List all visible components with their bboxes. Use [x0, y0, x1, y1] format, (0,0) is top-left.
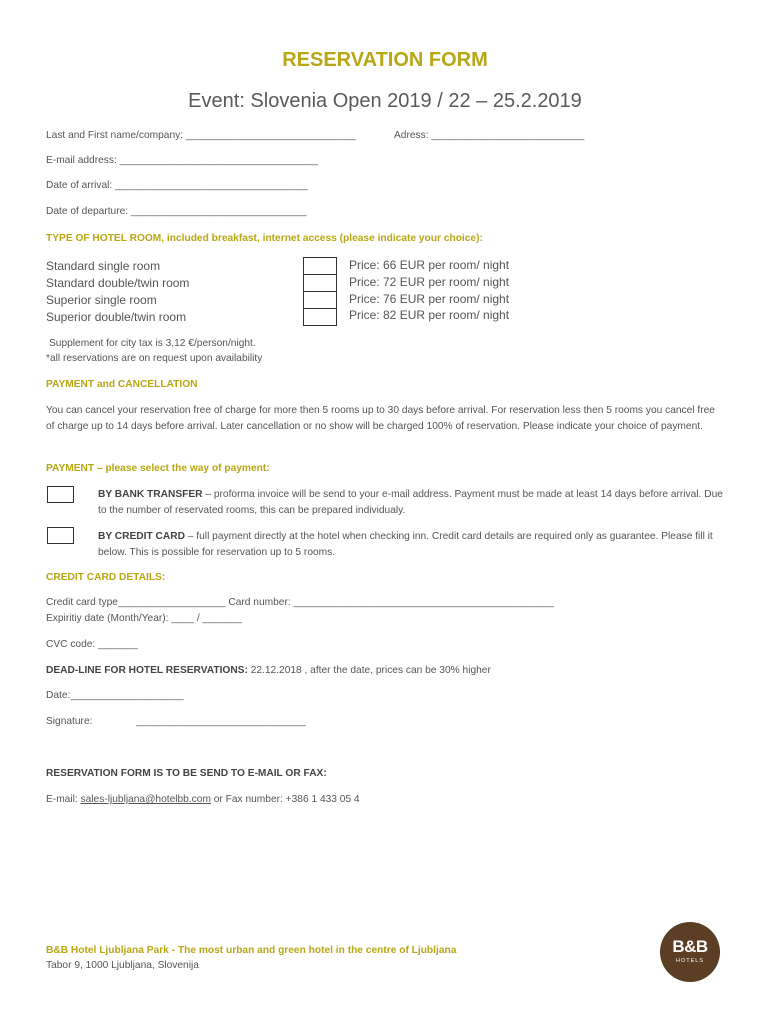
signature-field[interactable]: ______________________________ [136, 716, 306, 727]
room-price-superior-double: Price: 82 EUR per room/ night [349, 308, 510, 322]
page-title: RESERVATION FORM [282, 49, 488, 71]
expiry-date-field[interactable]: Expiritiy date (Month/Year): ____ / _______ [46, 613, 243, 624]
cancellation-heading: PAYMENT and CANCELLATION [46, 379, 198, 390]
logo-main-text: B&B [672, 937, 708, 956]
footer-tagline: B&B Hotel Ljubljana Park - The most urban and green hotel in the centre of Ljubljana [46, 945, 457, 956]
room-label-standard-double: Standard double/twin room [46, 276, 190, 290]
address-field[interactable]: Adress: ___________________________ [394, 130, 585, 141]
email-link[interactable]: sales-ljubljana@hotelbb.com [80, 794, 211, 805]
email-field[interactable]: E-mail address: ___________________________________ [46, 155, 318, 166]
bb-hotels-logo [660, 922, 720, 982]
name-field[interactable]: Last and First name/company: ______________________________ [46, 130, 356, 141]
room-price-standard-double: Price: 72 EUR per room/ night [349, 275, 510, 289]
send-heading: RESERVATION FORM IS TO BE SEND TO E-MAIL OR FAX: [46, 768, 327, 779]
credit-card-option [98, 529, 728, 560]
room-checkbox-standard-single[interactable] [303, 257, 337, 275]
cvc-field[interactable]: CVC code: _______ [46, 639, 138, 650]
fax-text: or Fax number: +386 1 433 05 4 [210, 794, 360, 805]
date-field[interactable]: Date:____________________ [46, 690, 184, 701]
bank-transfer-option [98, 487, 728, 518]
signature-label: Signature: [46, 716, 93, 727]
payment-heading: PAYMENT – please select the way of payment: [46, 463, 270, 474]
availability-note: *all reservations are on request upon availability [46, 353, 263, 364]
credit-card-checkbox[interactable] [47, 527, 74, 544]
credit-card-text: – full payment directly at the hotel when checking inn. Credit card details are required only as guarantee. Please fill it below. This is possible for reservation up to 5 rooms. [98, 531, 713, 558]
room-price-superior-single: Price: 76 EUR per room/ night [349, 292, 510, 306]
room-checkbox-superior-double[interactable] [303, 308, 337, 326]
footer-address: Tabor 9, 1000 Ljubljana, Slovenija [46, 960, 199, 971]
contact-line [46, 794, 360, 805]
deadline-label: DEAD-LINE FOR HOTEL RESERVATIONS: [46, 665, 248, 676]
room-label-superior-double: Superior double/twin room [46, 310, 187, 324]
room-label-superior-single: Superior single room [46, 293, 157, 307]
room-checkbox-standard-double[interactable] [303, 274, 337, 292]
credit-card-heading: CREDIT CARD DETAILS: [46, 572, 166, 583]
logo-sub-text: HOTELS [675, 958, 704, 964]
credit-card-title: BY CREDIT CARD [98, 531, 185, 542]
card-type-field[interactable]: Credit card type___________________ Card number: ______________________________________________ [46, 597, 555, 608]
arrival-field[interactable]: Date of arrival: __________________________________ [46, 180, 308, 191]
room-price-standard-single: Price: 66 EUR per room/ night [349, 258, 510, 272]
email-prefix: E-mail: [46, 794, 81, 805]
deadline-text: 22.12.2018 , after the date, prices can be 30% higher [247, 665, 491, 676]
departure-field[interactable]: Date of departure: _______________________________ [46, 206, 307, 217]
bank-transfer-title: BY BANK TRANSFER [98, 489, 203, 500]
deadline-line [46, 665, 491, 676]
bank-transfer-text: – proforma invoice will be send to your e-mail address. Payment must be made at least 14 days before arrival. Due to the number of reservated rooms, this can be prepared individualy. [98, 489, 723, 516]
city-tax-note: Supplement for city tax is 3,12 €/person/night. [49, 338, 256, 349]
room-checkbox-superior-single[interactable] [303, 291, 337, 309]
bank-transfer-checkbox[interactable] [47, 486, 74, 503]
event-title: Event: Slovenia Open 2019 / 22 – 25.2.2019 [188, 90, 582, 112]
cancellation-text: You can cancel your reservation free of charge for more then 5 rooms up to 30 days before arrival. For reservation less then 5 rooms you cancel free of charge up to 14 days before arrival. Later cancellation or no show will be charged 100% of reservation. Please indicate your choice of payment. [46, 405, 715, 432]
room-type-heading: TYPE OF HOTEL ROOM, included breakfast, internet access (please indicate your choice): [46, 233, 483, 244]
room-label-standard-single: Standard single room [46, 259, 161, 273]
